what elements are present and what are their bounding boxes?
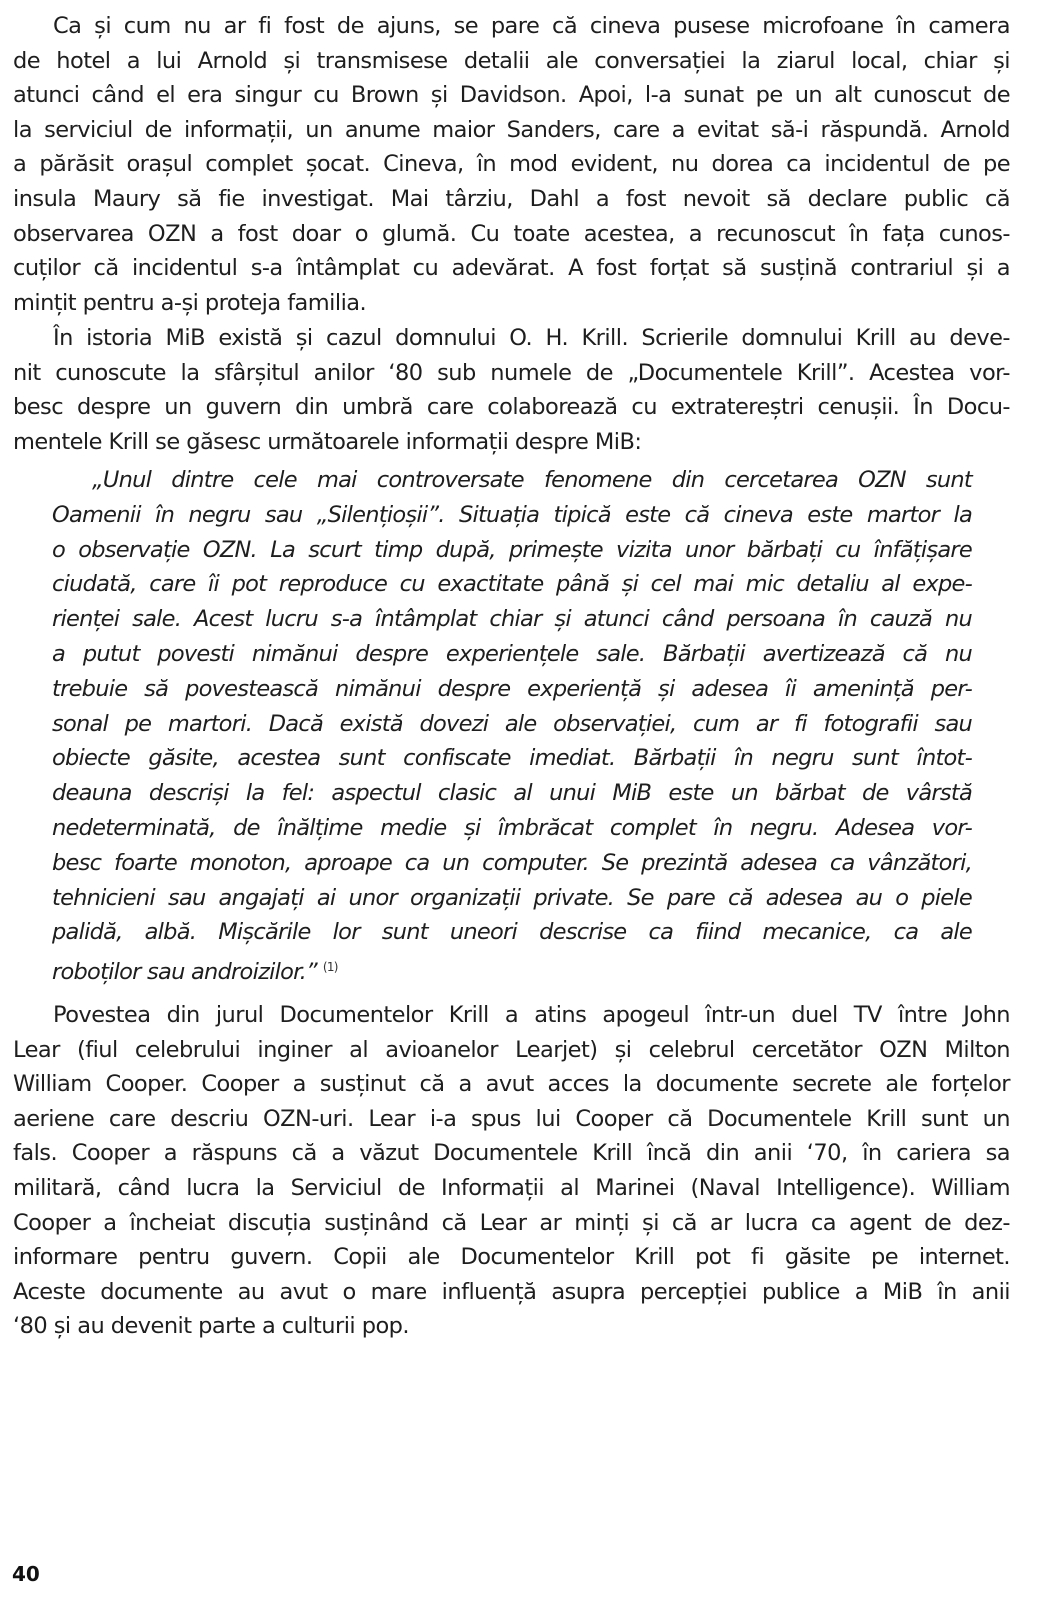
text-line: insula Maury să fie investigat. Mai târziu, Dahl a fost nevoit să declare public că (13, 185, 1010, 212)
text-line: William Cooper. Cooper a susținut că a avut acces la documente secrete ale forțelor (13, 1071, 1010, 1098)
text-line: Povestea din jurul Documentelor Krill a atins apogeul într-un duel TV între John (53, 1002, 1010, 1028)
footnote-marker: (1) (322, 960, 338, 975)
quote-line: trebuie să povestească nimănui despre experiență și adesea îi amenință per- (52, 675, 972, 702)
quote-line: deauna descriși la fel: aspectul clasic al unui MiB este un bărbat de vârstă (52, 780, 972, 807)
quote-line: „Unul dintre cele mai controversate fenomene din cercetarea OZN sunt (92, 467, 972, 493)
paragraph-1 (13, 9, 1010, 320)
text-line: ‘80 și au devenit parte a culturii pop. (13, 1313, 410, 1340)
text-line: de hotel a lui Arnold și transmisese detalii ale conversației la ziarul local, chiar și (13, 47, 1010, 74)
text-line: informare pentru guvern. Copii ale Documentelor Krill pot fi găsite pe internet. (13, 1244, 1010, 1271)
page-number: 40 (12, 1562, 40, 1586)
quote-line: obiecte găsite, acestea sunt confiscate imediat. Bărbații în negru sunt întot- (52, 745, 972, 772)
text-line: militară, când lucra la Serviciul de Informații al Marinei (Naval Intelligence). William (13, 1174, 1010, 1201)
text-line: Lear (fiul celebrului inginer al avioanelor Learjet) și celebrul cercetător OZN Milton (13, 1036, 1010, 1063)
text-line: besc despre un guvern din umbră care colaborează cu extratereștri cenușii. În Docu- (13, 394, 1010, 421)
text-line: Cooper a încheiat discuția susținând că Lear ar minți și că ar lucra ca agent de dez- (13, 1209, 1010, 1236)
text-line: aeriene care descriu OZN-uri. Lear i-a spus lui Cooper că Documentele Krill sunt un (13, 1105, 1010, 1132)
text-line: la serviciul de informații, un anume maior Sanders, care a evitat să-i răspundă. Arnold (13, 116, 1010, 143)
quote-line: o observație OZN. La scurt timp după, primește vizita unor bărbați cu înfățișare (52, 536, 972, 563)
block-quote (52, 463, 972, 985)
text-line: mințit pentru a-și proteja familia. (13, 289, 367, 316)
text-line: Ca și cum nu ar fi fost de ajuns, se pare că cineva pusese microfoane în camera (53, 13, 1010, 39)
quote-line: besc foarte monoton, aproape ca un computer. Se prezintă adesea ca vânzători, (52, 849, 972, 876)
text-line: Aceste documente au avut o mare influență asupra percepției publice a MiB în anii (13, 1278, 1010, 1305)
text-line: mentele Krill se găsesc următoarele informații despre MiB: (13, 428, 642, 455)
text-line: fals. Cooper a răspuns că a văzut Documentele Krill încă din anii ‘70, în cariera sa (13, 1140, 1010, 1167)
text-line: atunci când el era singur cu Brown și Davidson. Apoi, l-a sunat pe un alt cunoscut de (13, 82, 1010, 109)
quote-line: Oamenii în negru sau „Silențioșii”. Situația tipică este că cineva este martor la (52, 501, 972, 528)
text-line: În istoria MiB există și cazul domnului O. H. Krill. Scrierile domnului Krill au deve- (53, 325, 1010, 351)
quote-last-line (52, 950, 972, 985)
quote-line: tehnicieni sau angajați ai unor organizații private. Se pare că adesea au o piele (52, 884, 972, 911)
quote-line: rienței sale. Acest lucru s-a întâmplat chiar și atunci când persoana în cauză nu (52, 606, 972, 633)
paragraph-2 (13, 321, 1010, 459)
quote-line: ciudată, care îi pot reproduce cu exactitate până și cel mai mic detaliu al expe- (52, 571, 972, 598)
text-line: nit cunoscute la sfârșitul anilor ‘80 sub numele de „Documentele Krill”. Acestea vor- (13, 359, 1010, 386)
text-line: a părăsit orașul complet șocat. Cineva, în mod evident, nu dorea ca incidentul de pe (13, 151, 1010, 178)
quote-line: nedeterminată, de înălțime medie și îmbrăcat complet în negru. Adesea vor- (52, 814, 972, 841)
text-line: observarea OZN a fost doar o glumă. Cu toate acestea, a recunoscut în fața cunos- (13, 220, 1010, 247)
paragraph-3 (13, 998, 1010, 1344)
quote-line: roboților sau androizilor.” (52, 959, 317, 986)
quote-line: palidă, albă. Mișcările lor sunt uneori descrise ca fiind mecanice, ca ale (52, 919, 972, 946)
quote-line: sonal pe martori. Dacă există dovezi ale observației, cum ar fi fotografii sau (52, 710, 972, 737)
text-line: cuților că incidentul s-a întâmplat cu adevărat. A fost forțat să susțină contrariul și a (13, 255, 1010, 282)
quote-line: a putut povesti nimănui despre experiențele sale. Bărbații avertizează că nu (52, 640, 972, 667)
